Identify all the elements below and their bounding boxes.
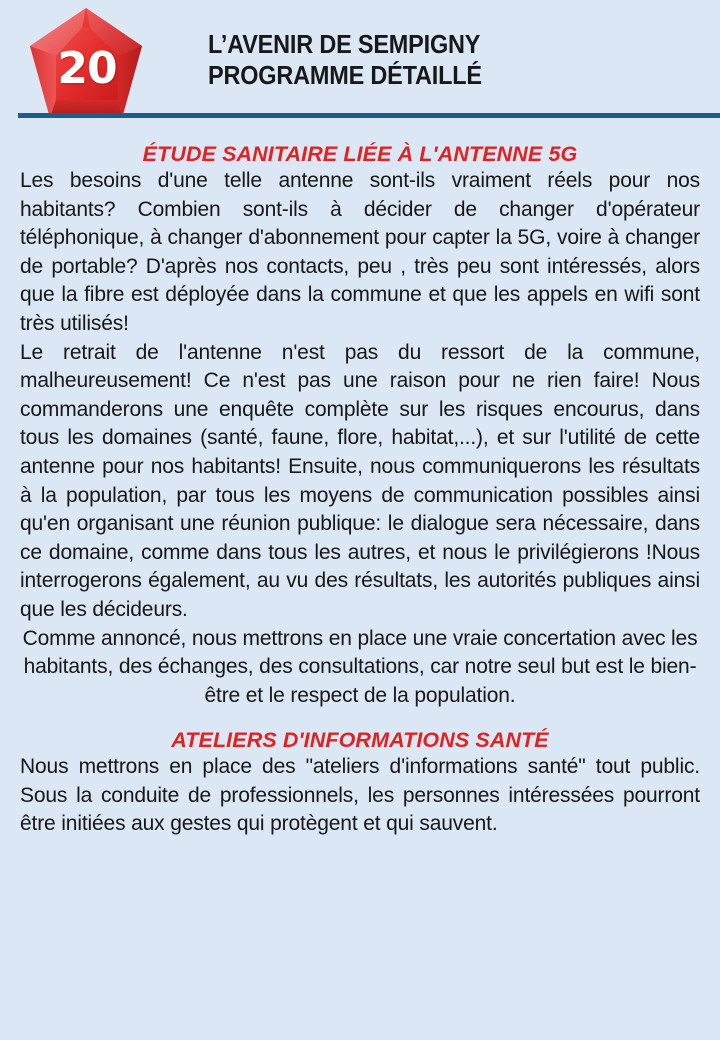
section-heading-etude-sanitaire: ÉTUDE SANITAIRE LIÉE À L'ANTENNE 5G bbox=[142, 142, 578, 166]
header-divider bbox=[18, 113, 720, 118]
paragraph-retrait-antenne: Le retrait de l'antenne n'est pas du ressort de la commune, malheureusement! Ce n'est pas une raison pour ne rien faire! Nous commanderons une enquête complète sur les risques encourus, dans tous les domaines (santé, faune, flore, habitat,...), et sur l'utilité de cette antenne pour nos habitants! Ensuite, nous communiquerons les résultats à la population, par tous les moyens de communication possibles ainsi qu'en organisant une réunion publique: le dialogue sera nécessaire, dans ce domaine, comme dans tous les autres, et nous le privilégierons !Nous interrogerons également, au vu des résultats, les autorités publiques ainsi que les décideurs. bbox=[20, 340, 700, 621]
badge-number: 20 bbox=[57, 42, 117, 94]
section-heading-ateliers-informations: ATELIERS D'INFORMATIONS SANTÉ bbox=[171, 728, 549, 753]
title-line-2: PROGRAMME DÉTAILLÉ bbox=[208, 62, 482, 90]
polygon-badge-icon bbox=[22, 6, 150, 128]
title-line-1: L’AVENIR DE SEMPIGNY bbox=[208, 31, 481, 59]
page-title bbox=[208, 30, 482, 92]
paragraph-ateliers-sante: Nous mettrons en place des "ateliers d'informations santé" tout public. Sous la conduite de professionnels, les personnes intéressées pourront être initiées aux gestes qui protègent et qui sauvent. bbox=[20, 755, 700, 836]
document-header bbox=[0, 0, 720, 118]
document-content bbox=[0, 142, 720, 839]
paragraph-besoins-antenne: Les besoins d'une telle antenne sont-ils vraiment réels pour nos habitants? Combien sont-ils à décider de changer d'opérateur téléphonique, à changer d'abonnement pour capter la 5G, voire à changer de portable? D'après nos contacts, peu , très peu sont intéressés, alors que la fibre est déployée dans la commune et que les appels en wifi sont très utilisés! bbox=[20, 169, 700, 335]
paragraph-concertation: Comme annoncé, nous mettrons en place une vraie concertation avec les habitants, des échanges, des consultations, car notre seul but est le bien-être et le respect de la population. bbox=[22, 626, 698, 707]
